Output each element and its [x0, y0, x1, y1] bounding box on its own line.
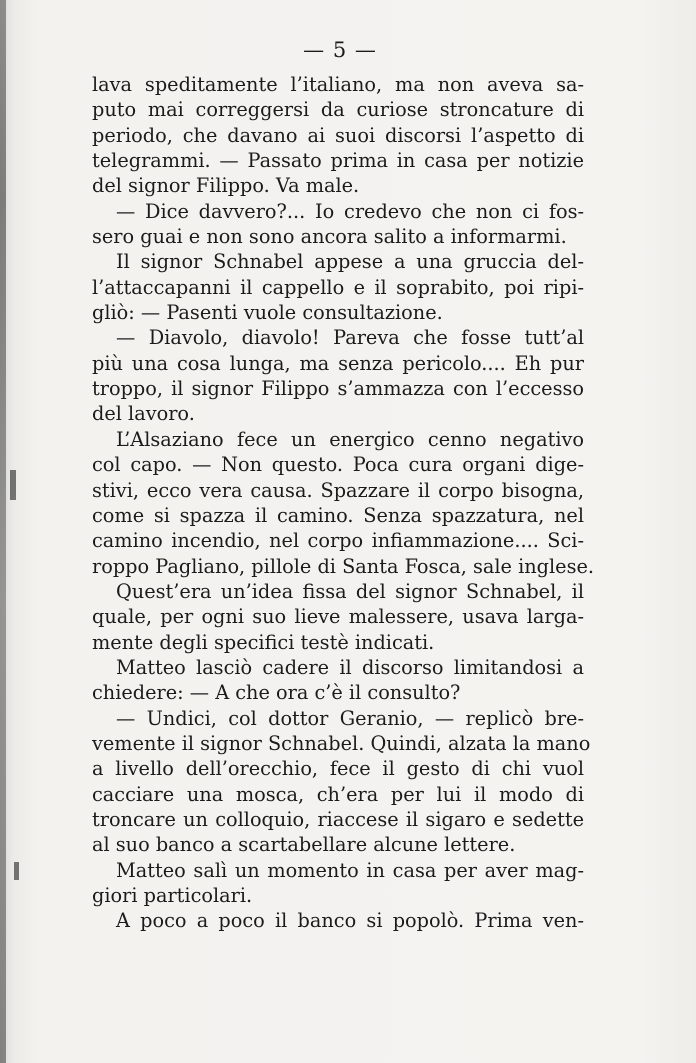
- text-line: roppo Pagliano, pillole di Santa Fosca, sale inglese.: [92, 554, 595, 578]
- text-line: mente degli specifici testè indicati.: [92, 630, 435, 654]
- text-line: camino incendio, nel corpo infiammazione.... Sci-: [92, 529, 584, 553]
- text-line: del lavoro.: [92, 402, 195, 426]
- text-line: Il signor Schnabel appese a una gruccia del-: [116, 250, 584, 274]
- text-line: del signor Filippo. Va male.: [92, 174, 360, 198]
- text-line: A poco a poco il banco si popolò. Prima ven-: [116, 909, 584, 933]
- text-line: Quest’era un’idea fissa del signor Schnabel, il: [116, 579, 584, 603]
- text-line: quale, per ogni suo lieve malessere, usava larga-: [92, 605, 584, 629]
- page-binding-edge: [0, 0, 6, 1063]
- text-line: vemente il signor Schnabel. Quindi, alzata la mano: [92, 731, 591, 755]
- text-line: puto mai correggersi da curiose stroncature di: [92, 98, 584, 122]
- text-line: chiedere: — A che ora c’è il consulto?: [92, 681, 461, 705]
- text-line: periodo, che davano ai suoi discorsi l’aspetto di: [92, 123, 584, 147]
- text-line: — Diavolo, diavolo! Pareva che fosse tutt’al: [116, 326, 584, 350]
- text-line: cacciare una mosca, ch’era per lui il modo di: [92, 782, 584, 806]
- text-line: troncare un colloquio, riaccese il sigaro e sedette: [92, 807, 584, 831]
- text-line: col capo. — Non questo. Poca cura organi dige-: [92, 453, 584, 477]
- margin-ink-mark: [14, 862, 19, 880]
- text-line: l’attaccapanni il cappello e il soprabito, poi ripi-: [92, 275, 584, 299]
- text-line: — Undici, col dottor Geranio, — replicò bre-: [116, 706, 584, 730]
- text-line: Matteo lasciò cadere il discorso limitandosi a: [116, 655, 584, 679]
- text-line: lava speditamente l’italiano, ma non aveva sa-: [92, 73, 584, 96]
- margin-ink-mark: [10, 470, 16, 500]
- text-line: troppo, il signor Filippo s’ammazza con l’eccesso: [92, 377, 584, 401]
- text-line: stivi, ecco vera causa. Spazzare il corpo bisogna,: [92, 478, 584, 502]
- text-line: L’Alsaziano fece un energico cenno negativo: [116, 427, 584, 451]
- text-line: a livello dell’orecchio, fece il gesto di chi vuol: [92, 757, 584, 781]
- text-line: come si spazza il camino. Senza spazzatura, nel: [92, 503, 584, 527]
- text-line: al suo banco a scartabellare alcune lettere.: [92, 833, 516, 857]
- page-number: — 5 —: [303, 38, 377, 62]
- text-line: telegrammi. — Passato prima in casa per notizie: [92, 149, 584, 173]
- text-line: — Dice davvero?... Io credevo che non ci fos-: [116, 199, 584, 223]
- body-text: [92, 72, 595, 934]
- text-line: sero guai e non sono ancora salito a informarmi.: [92, 225, 567, 249]
- text-line: giori particolari.: [92, 884, 253, 907]
- text-line: gliò: — Pasenti vuole consultazione.: [92, 301, 443, 325]
- text-line: Matteo salì un momento in casa per aver mag-: [116, 858, 584, 882]
- text-line: più una cosa lunga, ma senza pericolo.... Eh pur: [92, 351, 584, 375]
